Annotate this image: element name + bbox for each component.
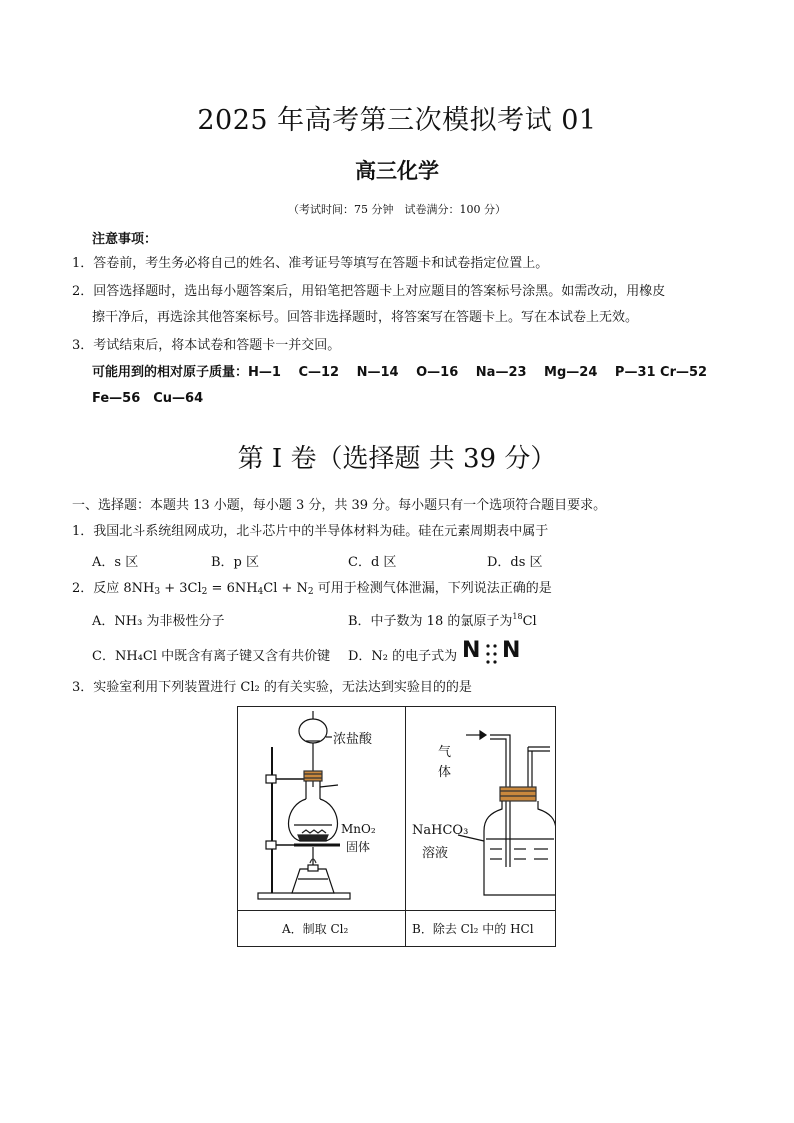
- note-item-2-line-1: 2．回答选择题时，选出每小题答案后，用铅笔把答题卡上对应题目的答案标号涂黑。如需改动，用橡皮: [72, 284, 666, 299]
- note-item-2-line-2: 擦干净后，再选涂其他答案标号。回答非选择题时，将答案写在答题卡上。写在本试卷上无效。: [92, 310, 639, 325]
- section-intro: 一、选择题：本题共 13 小题，每小题 3 分，共 39 分。每小题只有一个选项符合题目要求。: [72, 498, 607, 513]
- lewis-n-right: N: [502, 638, 521, 663]
- label-mno2: MnO₂: [341, 822, 376, 836]
- exam-title: 2025 年高考第三次模拟考试 01: [197, 105, 597, 136]
- lewis-shared-electrons: [484, 642, 500, 666]
- atomic-mass-values: H—1 C—12 N—14 O—16 Na—23 Mg—24 P—31 Cr—52: [248, 365, 708, 380]
- q2-option-b-mass-number: 18: [512, 612, 523, 621]
- q2-option-d-text: D．N₂ 的电子式为: [348, 649, 458, 664]
- q2-option-b-text: B．中子数为 18 的氯原子为: [348, 614, 513, 629]
- caption-a: A．制取 Cl₂: [282, 922, 349, 936]
- q1-option-a: A．s 区: [92, 555, 139, 570]
- q2-option-a: A．NH₃ 为非极性分子: [92, 614, 225, 629]
- note-item-3: 3．考试结束后，将本试卷和答题卡一并交回。: [72, 338, 341, 353]
- label-concentrated-hcl: 浓盐酸: [333, 732, 373, 747]
- q2-option-b: [348, 610, 537, 629]
- notes-heading: 注意事项：: [92, 232, 158, 247]
- label-gas-1: 气: [438, 745, 452, 760]
- q3-stem: 3．实验室利用下列装置进行 Cl₂ 的有关实验，无法达到实验目的的是: [72, 680, 472, 695]
- label-nahco3: NaHCO₃: [412, 823, 469, 838]
- label-solid: 固体: [346, 840, 371, 854]
- atomic-mass-label: 可能用到的相对原子质量：: [92, 365, 249, 380]
- apparatus-b-washing-bottle: [406, 707, 555, 909]
- exam-subject: 高三化学: [355, 159, 439, 183]
- section-title: 第 I 卷（选择题 共 39 分）: [237, 444, 557, 474]
- lewis-n-left: N: [462, 638, 481, 663]
- q2-stem-prefix: 2．反应: [72, 581, 124, 596]
- q1-stem: 1．我国北斗系统组网成功，北斗芯片中的半导体材料为硅。硅在元素周期表中属于: [72, 524, 549, 539]
- q2-option-b-symbol: Cl: [522, 614, 537, 629]
- label-gas-2: 体: [438, 765, 452, 780]
- q2-equation: $8NH_3 + 3Cl_2 = 6NH_4Cl + N_2$: [123, 581, 314, 597]
- note-item-1: 1．答卷前，考生务必将自己的姓名、准考证号等填写在答题卡和试卷指定位置上。: [72, 256, 549, 271]
- apparatus-a-chlorine-generation: [238, 707, 404, 909]
- q2-stem-suffix: 可用于检测气体泄漏，下列说法正确的是: [313, 581, 552, 596]
- label-solution: 溶液: [422, 846, 449, 861]
- atomic-mass-line-2: Fe—56 Cu—64: [92, 391, 204, 406]
- q1-option-b: B．p 区: [211, 555, 260, 570]
- q2-option-d: [348, 645, 457, 664]
- n2-electron-formula: [462, 636, 532, 668]
- q2-option-c: C．NH₄Cl 中既含有离子键又含有共价键: [92, 649, 331, 664]
- q1-option-d: D．ds 区: [487, 555, 543, 570]
- atomic-mass-line-1: [92, 364, 707, 382]
- q2-stem: [72, 580, 552, 601]
- exam-info: （考试时间：75 分钟 试卷满分：100 分）: [288, 203, 506, 216]
- figure-divider-horizontal: [237, 910, 556, 911]
- q1-option-c: C．d 区: [348, 555, 397, 570]
- caption-b: B．除去 Cl₂ 中的 HCl: [412, 922, 534, 936]
